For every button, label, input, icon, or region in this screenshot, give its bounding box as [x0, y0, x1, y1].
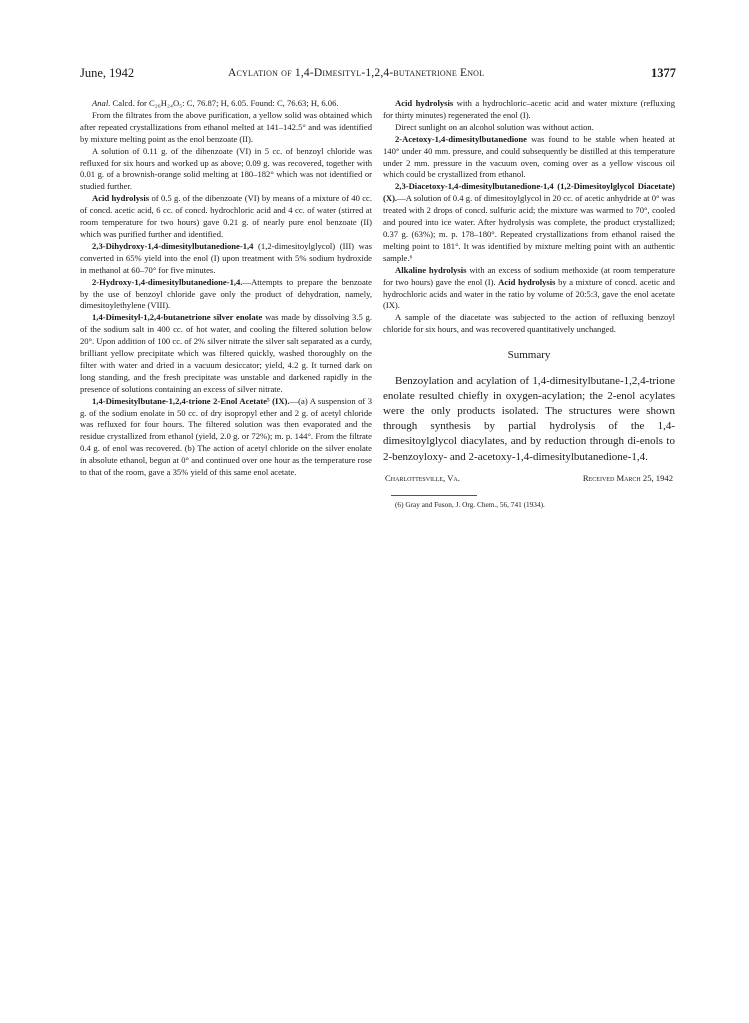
paragraph-text: Direct sunlight on an alcohol solution was without action.: [395, 121, 594, 132]
acetoxy-paragraph: [383, 134, 675, 182]
summary-heading: Summary: [507, 349, 551, 362]
paragraph-lead: 1,4-Dimesitylbutane-1,2,4-trione 2-Enol Acetate⁵ (IX).: [92, 395, 290, 406]
paragraph-text: was found to be stable when heated at 140° under 40 mm. pressure, and could subsequently be distilled at this temperature under 2 mm. pressure in the vacuum oven, coming over as a yellow viscous oil which could be crystallized from ethanol.: [383, 133, 675, 180]
paragraph-text: was made by dissolving 3.5 g. of the sodium salt in 400 cc. of hot water, and cooling the filtered solution below 20°. Upon addition of 100 cc. of 2% silver nitrate the silver salt separated as a curdy, brilliant yellow precipitate which was filtered quickly, washed thoroughly on the filter with water and dried in a vacuum desiccator; yield, 4.2 g. It turned dark on long standing, and the fresh precipitate was unstable and darkened rapidly in the presence of solutions containing an excess of silver nitrate.: [80, 312, 372, 394]
paragraph-lead: 2-Hydroxy-1,4-dimesitylbutanedione-1,4.: [92, 276, 243, 287]
running-title: Acylation of 1,4-Dimesityl-1,2,4-butanetrione Enol: [228, 67, 485, 79]
paragraph-lead: Acid hydrolysis: [395, 98, 454, 108]
paragraph-text: (1,2-dimesitoylglycol) (III) was converted in 65% yield into the enol (I) upon treatment with 5% sodium hydroxide in methanol at 60–70° for five minutes.: [80, 240, 372, 275]
analysis-paragraph: [80, 98, 372, 110]
paragraph-lead: 1,4-Dimesityl-1,2,4-butanetrione silver enolate: [92, 312, 263, 323]
paragraph-text: A sample of the diacetate was subjected to the action of refluxing benzoyl chloride for six hours, and was recovered quantitatively unchanged.: [383, 312, 675, 335]
paragraph-text: —(a) A suspension of 3 g. of the sodium enolate in 50 cc. of dry isopropyl ether and 2 g. of acetyl chloride was refluxed for four hours. The filtered solution was then evaporated and the residue crystallized from ethanol (yield, 2.0 g. or 72%); m. p. 144°. From the filtrate 0.4 g. of enol was recovered. (b) The action of acetyl chloride on the silver enolate in absolute ethanol, begun at 0° and continued over one hour as the temperature rose to that of the room, gave a 35% yield of this same enol acetate.: [80, 395, 372, 478]
paragraph-text: of 0.5 g. of the dibenzoate (VI) by means of a mixture of 40 cc. of concd. acetic acid, 6 cc. of concd. hydrochloric acid and 4 cc. of water (stirred at room temperature for two hours) gave 0.21 g. of nearly pure enol benzoate (II) which was purified further and identified.: [80, 193, 372, 239]
summary-text: Benzoylation and acylation of 1,4-dimesitylbutane-1,2,4-trione enolate resulted chiefly in oxygen-acylation; the 2-enol acylates were the only products isolated. The structures were shown through synthesis by partial hydrolysis of the 1,4-dimesitoylglycol diacylates, and by reduction through di-enols to 2-benzoyloxy- and 2-acetoxy-1,4-dimesitylbutanedione-1,4.: [383, 375, 675, 463]
footnote: (6) Gray and Fuson, J. Org. Chem., 56, 741 (1934).: [395, 499, 545, 509]
acid-hydrolysis-paragraph: [383, 98, 675, 122]
issue-date: June, 1942: [80, 66, 135, 80]
signature-line: [383, 473, 675, 485]
paragraph-lead: Acid hydrolysis: [92, 193, 150, 204]
paragraph-lead: Anal.: [92, 98, 111, 108]
paragraph-lead: Alkaline hydrolysis: [395, 264, 467, 275]
left-column: [80, 98, 372, 479]
alkaline-hydrolysis-paragraph: [383, 265, 675, 313]
paragraph-text: —A solution of 0.4 g. of dimesitoylglycol in 20 cc. of acetic anhydride at 0° was treated with 2 drops of concd. sulfuric acid; the mixture was warmed to 70°, cooled and poured into ice water. After hydrolysis was complete, the product crystallized; 0.37 g. (63%); m. p. 178–180°. Repeated crystallizations from ethanol raised the melting point to 181°. It was identified by mixture melting point with an authentic sample.⁶: [383, 193, 675, 263]
silver-enolate-paragraph: [80, 312, 372, 395]
paragraph-text: A solution of 0.11 g. of the dibenzoate (VI) in 5 cc. of benzoyl chloride was refluxed for six hours and worked up as above; 0.09 g. was recovered, together with 0.01 g. of a brownish-orange solid melting at 180–182° which was not identified or studied further.: [80, 145, 372, 192]
hydroxy-paragraph: [80, 277, 372, 313]
paragraph-text: —Attempts to prepare the benzoate by the use of benzoyl chloride gave only the product of dehydration, namely, dimesitoylethylene (VIII).: [80, 276, 372, 311]
paragraph-text: with an excess of sodium methoxide (at room temperature for two hours) gave the enol (I).: [383, 264, 676, 287]
paragraph-lead: Acid hydrolysis: [498, 276, 556, 287]
paragraph-text: by a mixture of concd. acetic and hydrochloric acids and water in the ratio by volume of 20:5:3, gave the enol acetate (IX).: [383, 276, 675, 311]
location: Charlottesville, Va.: [385, 472, 460, 483]
paragraph-text: From the filtrates from the above purification, a yellow solid was obtained which after repeated crystallizations from ethanol melted at 141–142.5° and was identified by mixture melting point as the enol benzoate (II).: [80, 109, 372, 144]
received-date: Received March 25, 1942: [582, 472, 673, 483]
paragraph-lead: 2,3-Diacetoxy-1,4-dimesitylbutanedione-1,4 (1,2-Dimesitoylglycol Diacetate) (X).: [383, 181, 675, 204]
diacetoxy-paragraph: [383, 181, 675, 264]
enol-acetate-paragraph: [80, 396, 372, 479]
paragraph-text: with a hydrochloric–acetic acid and water mixture (refluxing for thirty minutes) regenerated the enol (I).: [383, 98, 675, 120]
footnote-rule: [391, 495, 477, 496]
running-header: [80, 66, 676, 82]
paragraph-lead: 2-Acetoxy-1,4-dimesitylbutanedione: [395, 133, 527, 144]
dihydroxy-paragraph: [80, 241, 372, 277]
acid-hydrolysis-paragraph: [80, 193, 372, 241]
page-number: 1377: [651, 66, 676, 80]
right-column: [383, 98, 675, 510]
paragraph-text: Calcd. for C₂₆H₂₄O₅: C, 76.87; H, 6.05. Found: C, 76.63; H, 6.06.: [110, 98, 339, 108]
paragraph-lead: 2,3-Dihydroxy-1,4-dimesitylbutanedione-1,4: [92, 240, 254, 251]
